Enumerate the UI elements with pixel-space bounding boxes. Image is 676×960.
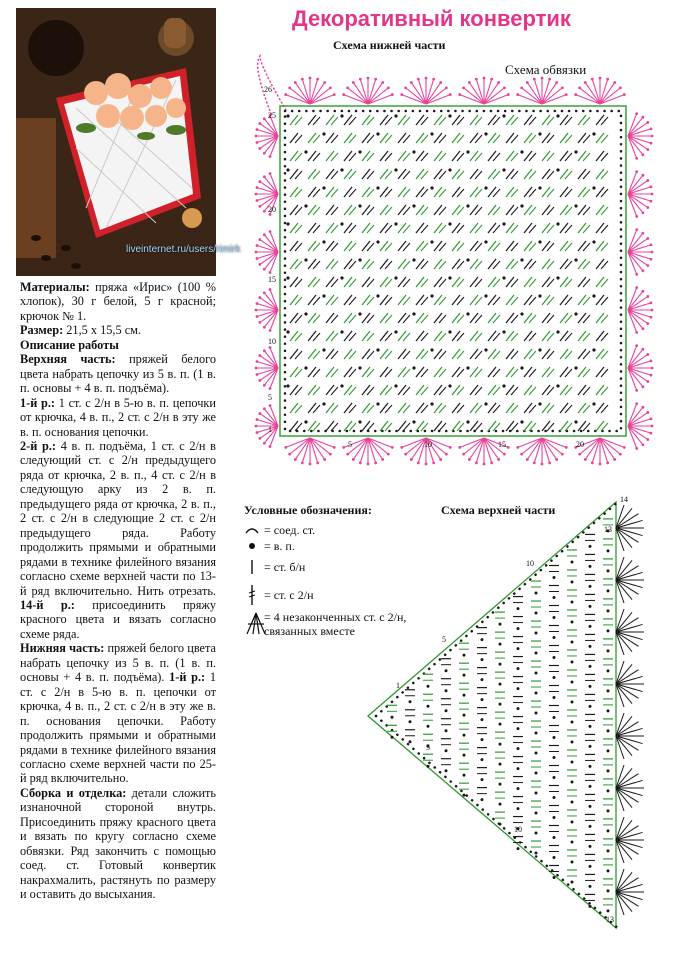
chain-stitch-icon: [244, 541, 264, 551]
double-treble-icon: [244, 583, 264, 607]
row-number: 15: [268, 275, 276, 284]
row2-paragraph: 2-й р.: 4 в. п. подъёма, 1 ст. с 2/н в следующий ст. с 2/н предыдущего ряда от крючка, 2 в. п., 4 ст. с 2/н в следующую арку из 2 в. п. предыдущего ряда от крючка, 2 в. п., 2 ст. с 2/н в следующие 2 ст. с 2/н предыдущего ряда. Работу продолжить прямыми и обратными рядами в технике филейного вязания согласно схеме верхней части по 13-й ряд включительно. Нить отрезать. 14-й р.: присоединить пряжу красного цвета и вязать согласно схеме ряда.: [20, 438, 217, 641]
row-number: 1: [268, 425, 272, 434]
edging-scallops: [616, 505, 644, 915]
square-frame: [280, 106, 626, 436]
row1-paragraph: 1-й р.: 1 ст. с 2/н в 5-ю в. п. цепочки от крючка, 4 в. п., 2 ст. с 2/н в эту же в. п. основания цепочки.: [20, 395, 216, 439]
row-number: 15: [498, 440, 506, 449]
row-number: 1: [396, 681, 400, 690]
row-number-labels: [396, 495, 628, 924]
row-number: 25: [268, 111, 276, 120]
top-part-diagram: [366, 492, 656, 942]
row-number: 20: [268, 205, 276, 214]
cluster-stitch-icon: [244, 610, 264, 636]
instructions-text: [20, 280, 216, 901]
diagram-bottom-title: Схема нижней части: [333, 38, 446, 52]
row-number: 10: [424, 440, 432, 449]
legend-cluster: = 4 незаконченных ст. с 2/н, связанных вместе: [244, 610, 444, 642]
diagram-top-title: Схема верхней части: [441, 503, 556, 517]
legend-single-crochet: = ст. б/н: [244, 554, 444, 580]
photo-illustration: [16, 8, 216, 276]
diagram-edging-title: Схема обвязки: [505, 62, 587, 77]
row-number: 5: [442, 635, 446, 644]
mesh-pattern: [286, 114, 608, 431]
top-part-paragraph: Верхняя часть: пряжей белого цвета набрать цепочку из 5 в. п. (1 в. п. основы + 4 в. п. подъёма).: [20, 352, 216, 396]
row-number: 14: [620, 495, 628, 504]
row-number: 20: [576, 440, 584, 449]
row-number: 10: [268, 337, 276, 346]
product-photo: [16, 8, 241, 276]
row-number: 10: [514, 825, 522, 834]
chain-edge-upper: [376, 500, 620, 716]
size-paragraph: Размер: 21,5 х 15,5 см.: [20, 323, 142, 338]
materials-paragraph: Материалы: пряжа «Ирис» (100 % хлопок), 30 г белой, 5 г красной; крючок № 1.: [20, 280, 216, 323]
row-number: 26: [264, 85, 272, 94]
legend-chain: = в. п.: [244, 538, 444, 554]
chain-edge-lower: [376, 716, 620, 930]
bottom-part-diagram: [246, 44, 666, 464]
mesh-pattern: [387, 519, 613, 913]
page-title: Декоративный конвертик: [292, 6, 571, 31]
row-number: 10: [526, 559, 534, 568]
row-number: 5: [268, 393, 272, 402]
row-number: 13: [606, 915, 614, 924]
row-number: 5: [348, 440, 352, 449]
photo-credit: liveinternet.ru/users/rimirk: [126, 244, 241, 255]
description-title: Описание работы: [20, 337, 119, 352]
triangle-frame: [368, 502, 616, 928]
legend-double-treble: = ст. с 2/н: [244, 580, 444, 610]
single-crochet-icon: [244, 558, 264, 576]
legend-slip-stitch: = соед. ст.: [244, 522, 444, 538]
bottom-part-paragraph: Нижняя часть: пряжей белого цвета набрать цепочку из 5 в. п. (1 в. п. основы + 4 в. п. подъёма). 1-й р.: 1 ст. с 2/н в 5-ю в. п. цепочки от крючка, 4 в. п., 2 ст. с 2/н в эту же в. п. основания цепочки. Работу продолжить прямыми и обратными рядами в технике филейного вязания согласно схеме верхней части по 25-й ряд включительно.: [20, 641, 216, 786]
row-number: 13: [604, 525, 612, 534]
assembly-paragraph: Сборка и отделка: детали сложить изнаночной стороной внутрь. Присоединить пряжу красного цвета и вязать по кругу согласно схеме обвязки. Ряд закончить с помощью соед. ст. Готовый конвертик накрахмалить, растянуть по размеру и оставить до высыхания.: [20, 785, 217, 902]
row-number: 5: [426, 743, 430, 752]
slip-stitch-icon: [244, 525, 264, 535]
legend-title: Условные обозначения:: [244, 503, 372, 517]
